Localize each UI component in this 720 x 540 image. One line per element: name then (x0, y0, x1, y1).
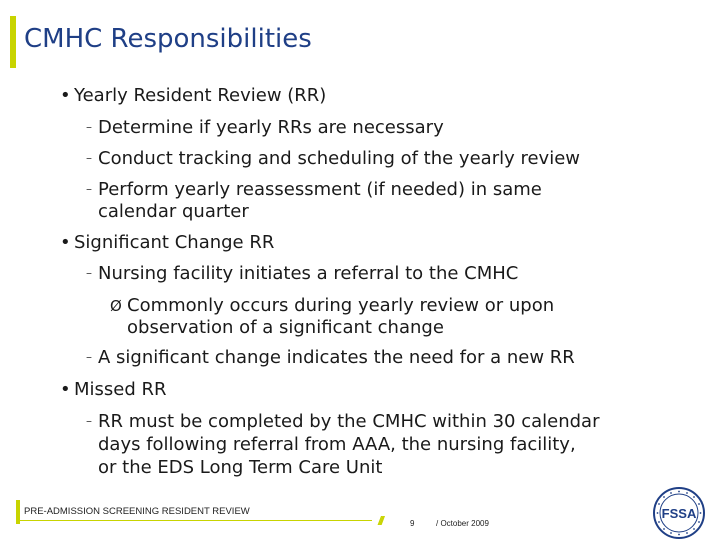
sub-bullet-2-2 (86, 346, 575, 369)
sub-bullet-text: Determine if yearly RRs are necessary (98, 117, 444, 138)
dash-icon: – (86, 350, 92, 364)
bullet-2 (60, 231, 274, 254)
footer-slashes: /// (378, 514, 383, 528)
slide-title: CMHC Responsibilities (24, 24, 312, 54)
logo-text: FSSA (661, 506, 697, 521)
sub-bullet-1-1 (86, 116, 444, 139)
sub-bullet-1-3 (86, 178, 542, 201)
sub-bullet-3-1-continued-1: days following referral from AAA, the nursing facility, (98, 434, 576, 455)
sub-bullet-text: Nursing facility initiates a referral to the CMHC (98, 263, 519, 284)
bullet-1 (60, 84, 326, 107)
bullet-3 (60, 378, 167, 401)
page-number: 9 (410, 519, 415, 528)
sub-bullet-2-1 (86, 262, 518, 285)
bullet-text: Yearly Resident Review (RR) (74, 85, 327, 106)
sub-bullet-3-1 (86, 410, 599, 433)
footer-divider (20, 520, 372, 521)
bullet-icon: • (60, 85, 71, 106)
dash-icon: – (86, 266, 92, 280)
sub-bullet-1-2 (86, 147, 580, 170)
dash-icon: – (86, 414, 92, 428)
sub-sub-bullet-text: Commonly occurs during yearly review or upon (127, 295, 555, 316)
bullet-text: Significant Change RR (74, 232, 275, 253)
sub-bullet-text: Perform yearly reassessment (if needed) in same (98, 179, 542, 200)
sub-bullet-3-1-continued-2: or the EDS Long Term Care Unit (98, 457, 383, 478)
sub-bullet-text: Conduct tracking and scheduling of the yearly review (98, 148, 580, 169)
sub-bullet-1-3-continued: calendar quarter (98, 201, 249, 222)
bullet-text: Missed RR (74, 379, 167, 400)
sub-bullet-text: RR must be completed by the CMHC within 30 calendar (98, 411, 600, 432)
dash-icon: – (86, 182, 92, 196)
sub-sub-bullet-2-1-1-continued: observation of a significant change (127, 317, 444, 338)
arrow-icon: Ø (110, 297, 122, 315)
dash-icon: – (86, 120, 92, 134)
dash-icon: – (86, 151, 92, 165)
bullet-icon: • (60, 232, 71, 253)
sub-sub-bullet-2-1-1 (110, 294, 554, 318)
footer-date: / October 2009 (436, 519, 489, 528)
footer-program-name: PRE-ADMISSION SCREENING RESIDENT REVIEW (24, 506, 250, 517)
fssa-seal-logo (652, 486, 706, 540)
bullet-icon: • (60, 379, 71, 400)
sub-bullet-text: A significant change indicates the need for a new RR (98, 347, 575, 368)
